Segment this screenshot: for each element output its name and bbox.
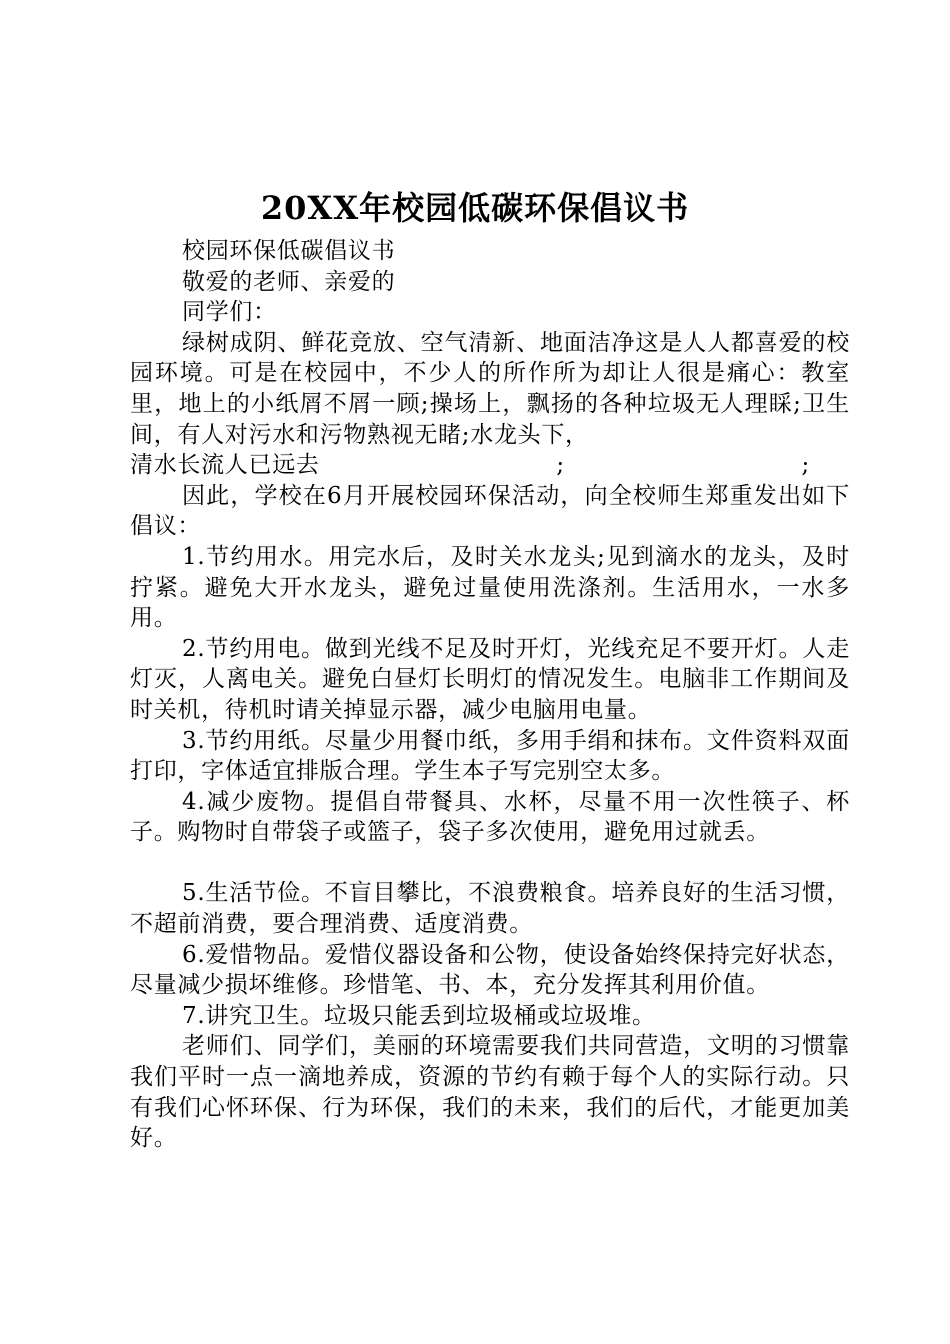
intro-semicolon-2: ; [801, 452, 810, 479]
salutation-line-2: 同学们： [182, 299, 277, 326]
intro-semicolon-1: ; [556, 452, 565, 479]
list-item-paper: 3.节约用纸。尽量少用餐巾纸，多用手绢和抹布。文件资料双面打印，字体适宜排版合理。学生本子写完别空太多。 [130, 727, 850, 785]
list-item-electricity: 2.节约用电。做到光线不足及时开灯，光线充足不要开灯。人走灯灭，人离电关。避免白昼灯长明灯的情况发生。电脑非工作期间及时关机，待机时请关掉显示器，减少电脑用电量。 [130, 635, 850, 723]
paragraph-gap [130, 848, 850, 879]
list-item-waste: 4.减少废物。提倡自带餐具、水杯，尽量不用一次性筷子、杯子。购物时自带袋子或篮子，袋子多次使用，避免用过就丢。 [130, 788, 850, 846]
list-item-cherish: 6.爱惜物品。爱惜仪器设备和公物，使设备始终保持完好状态，尽量减少损坏维修。珍惜笔、书、本，充分发挥其利用价值。 [130, 941, 850, 999]
document-body [130, 236, 850, 1154]
document-subtitle: 校园环保低碳倡议书 [182, 238, 396, 264]
document-title: 20XX年校园低碳环保倡议书 [260, 189, 690, 227]
list-item-hygiene: 7.讲究卫生。垃圾只能丢到垃圾桶或垃圾堆。 [182, 1002, 656, 1029]
list-item-water: 1.节约用水。用完水后，及时关水龙头;见到滴水的龙头，及时拧紧。避免大开水龙头，避免过量使用洗涤剂。生活用水，一水多用。 [130, 543, 850, 632]
closing-paragraph: 老师们、同学们，美丽的环境需要我们共同营造，文明的习惯靠我们平时一点一滴地养成，资源的节约有赖于每个人的实际行动。只有我们心怀环保、行为环保，我们的未来，我们的后代，才能更加美好。 [130, 1033, 850, 1152]
intro-last-text: 清水长流人已远去 [130, 452, 320, 479]
salutation-line-1: 敬爱的老师、亲爱的 [182, 268, 396, 295]
list-item-frugal: 5.生活节俭。不盲目攀比，不浪费粮食。培养良好的生活习惯，不超前消费，要合理消费、适度消费。 [130, 880, 850, 938]
intro-paragraph: 绿树成阴、鲜花竞放、空气清新、地面洁净这是人人都喜爱的校园环境。可是在校园中，不少人的所作所为却让人很是痛心：教室里，地上的小纸屑不屑一顾;操场上，飘扬的各种垃圾无人理睬;卫生间，有人对污水和污物熟视无睹;水龙头下， [130, 329, 850, 448]
intro-paragraph-last-line [130, 450, 850, 481]
notice-paragraph: 因此，学校在6月开展校园环保活动，向全校师生郑重发出如下倡议： [130, 482, 850, 540]
